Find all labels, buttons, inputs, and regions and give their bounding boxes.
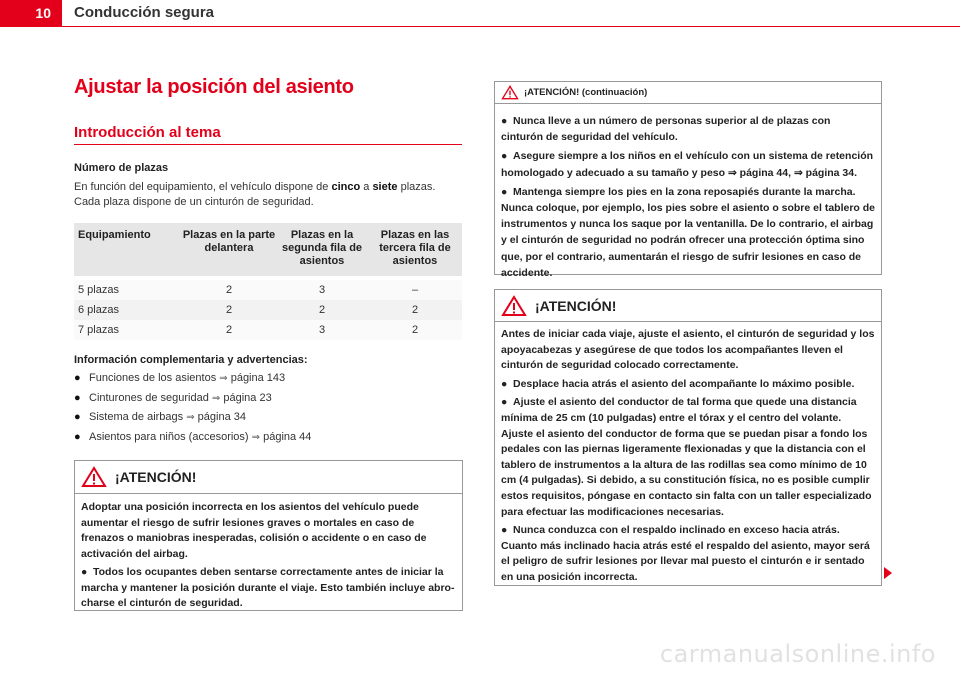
warning-header xyxy=(75,461,462,494)
list-item[interactable] xyxy=(74,411,464,431)
list-item[interactable] xyxy=(74,372,464,392)
bullet-icon: ● xyxy=(501,396,508,409)
bullet-icon: ● xyxy=(74,430,81,443)
warning-bullet xyxy=(501,148,875,180)
list-item[interactable] xyxy=(74,431,464,451)
arrow-right-icon: ⇒ xyxy=(211,392,221,404)
warning-title: ¡ATENCIÓN! xyxy=(535,297,617,314)
arrow-right-icon: ⇒ xyxy=(219,373,228,384)
bullet-icon: ● xyxy=(74,391,81,404)
bullet-icon: ● xyxy=(501,150,508,163)
warning-bullet xyxy=(501,377,875,393)
table-cell: 2 xyxy=(182,300,276,320)
page-ref-link[interactable]: página 34 xyxy=(197,411,246,423)
bullet-icon: ● xyxy=(501,115,508,127)
page-ref-link[interactable]: página 23 xyxy=(223,391,272,404)
warning-header xyxy=(495,82,881,104)
table-cell: 2 xyxy=(276,300,368,320)
table-cell: 2 xyxy=(368,320,462,340)
list-item-text: Cinturones de seguridad xyxy=(89,391,212,404)
bullet-icon: ● xyxy=(74,411,81,423)
table-row xyxy=(74,300,462,320)
seats-table xyxy=(74,223,462,340)
intro-text-part: a xyxy=(360,181,373,193)
warning-icon xyxy=(501,295,527,317)
intro-bold-max: siete xyxy=(372,181,398,193)
page-ref-link[interactable]: página 44 xyxy=(263,430,312,443)
header-divider xyxy=(62,26,960,27)
table-cell: 5 plazas xyxy=(74,280,182,300)
warning-bullet-text: Todos los ocupantes deben sentarse correctamente antes de iniciar la marcha y mantener la posición durante el viaje. Esto también incluye abro-charse el cinturón de seguridad. xyxy=(81,566,455,609)
warning-icon xyxy=(501,85,519,100)
warning-bullet xyxy=(501,184,875,281)
warning-paragraph: Antes de iniciar cada viaje, ajuste el asiento, el cinturón de seguridad y los apoyacabezas y asegúrese de que todos los acompañantes lleven el cinturón de seguridad colocado correctamente. xyxy=(501,328,875,372)
warning-bullet xyxy=(81,565,456,612)
table-row xyxy=(74,320,462,340)
intro-bold-min: cinco xyxy=(331,181,361,193)
list-item-text: Funciones de los asientos xyxy=(89,372,220,384)
table-cell: 3 xyxy=(276,280,368,300)
warning-bullet-text: Desplace hacia atrás el asiento del acompañante lo máximo posible. xyxy=(513,377,855,390)
warning-box xyxy=(494,289,882,586)
arrow-right-icon: ⇒ xyxy=(186,412,195,423)
seats-label: Número de plazas xyxy=(74,162,169,174)
page-ref-link[interactable]: página 143 xyxy=(230,372,286,384)
page-number: 10 xyxy=(0,0,62,27)
warning-title: ¡ATENCIÓN! xyxy=(115,469,197,485)
warning-body xyxy=(75,494,462,612)
warning-continuation-box xyxy=(494,81,882,279)
table-header-row xyxy=(74,223,462,276)
warning-bullet xyxy=(501,113,875,145)
warning-bullet xyxy=(501,523,875,585)
info-label: Información complementaria y advertencias: xyxy=(74,354,308,366)
warning-bullet-text: Ajuste el asiento del conductor de tal forma que quede una distancia mínima de 25 cm (10 pulgadas) entre el tórax y el centro del volante. Ajuste el asiento del conductor de forma que se puedan pisar a fondo los pedales con las piernas ligeramente flexionadas y que la distancia con el tablero de instrumentos a la altura de las rodillas sea como mínimo de 10 cm (4 pulgadas). Si debido, a su constitución física, no es posible cumplir estos requisitos, póngase en contacto sin falta con un taller especializado para efectuar las modificaciones necesarias. xyxy=(501,396,872,518)
warning-bullet-text: Asegure siempre a los niños en el vehículo con un sistema de retención homologado y adecuado a su tamaño y peso ⇒ página 44, ⇒ página 34. xyxy=(501,150,874,179)
table-header-cell: Plazas en la segunda fila de asientos xyxy=(276,223,368,276)
warning-box xyxy=(74,460,463,611)
table-cell: 2 xyxy=(368,300,462,320)
intro-line2: Cada plaza dispone de un cinturón de seguridad. xyxy=(74,196,314,208)
table-cell: 6 plazas xyxy=(74,300,182,320)
list-item-text: Asientos para niños (accesorios) xyxy=(89,430,252,443)
arrow-right-icon: ⇒ xyxy=(251,431,261,443)
warning-bullet-text: Nunca lleve a un número de personas superior al de plazas con cinturón de seguridad del vehículo. xyxy=(501,115,831,144)
table-header-cell: Plazas en las tercera fila de asientos xyxy=(368,223,462,276)
bullet-icon: ● xyxy=(501,185,508,198)
warning-body xyxy=(495,322,881,586)
subsection-divider xyxy=(74,144,462,145)
warning-paragraph: Adoptar una posición incorrecta en los asientos del vehículo puede aumentar el riesgo de sufrir lesiones graves o mortales en caso de frenazos o maniobras inesperadas, colisión o accidente o en caso de activación del airbag. xyxy=(81,501,427,560)
bullet-icon: ● xyxy=(81,566,88,578)
continue-arrow-icon[interactable] xyxy=(884,567,892,579)
warning-icon xyxy=(81,466,107,488)
chapter-title: Conducción segura xyxy=(74,4,215,21)
watermark: carmanualsonline.info xyxy=(659,640,936,668)
table-header-cell: Equipamiento xyxy=(74,223,182,276)
warning-title: ¡ATENCIÓN! (continuación) xyxy=(524,87,648,98)
warning-bullet xyxy=(501,395,875,520)
table-cell: 3 xyxy=(276,320,368,340)
bullet-icon: ● xyxy=(501,377,508,390)
bullet-icon: ● xyxy=(501,524,508,537)
intro-text-part: plazas. xyxy=(397,181,436,193)
warning-bullet-text: Nunca conduzca con el respaldo inclinado en exceso hacia atrás. Cuanto más inclinado hacia atrás esté el respaldo del asiento, mayor será el peligro de sufrir lesiones por llevar mal puesto el cinturón e ir sentado en una posición incorrecta. xyxy=(501,524,870,583)
table-cell: – xyxy=(368,280,462,300)
warning-body xyxy=(495,104,881,281)
table-cell: 2 xyxy=(182,320,276,340)
intro-text-part: En función del equipamiento, el vehículo dispone de xyxy=(74,181,332,193)
info-list xyxy=(74,372,464,450)
warning-header xyxy=(495,290,881,322)
intro-text xyxy=(74,180,464,210)
list-item[interactable] xyxy=(74,392,464,412)
section-title: Ajustar la posición del asiento xyxy=(74,76,354,98)
table-header-cell: Plazas en la parte delantera xyxy=(182,223,276,276)
list-item-text: Sistema de airbags xyxy=(89,411,187,423)
table-cell: 2 xyxy=(182,280,276,300)
bullet-icon: ● xyxy=(74,372,81,384)
table-row xyxy=(74,280,462,300)
warning-bullet-text: Mantenga siempre los pies en la zona reposapiés durante la marcha. Nunca coloque, por ejemplo, los pies sobre el asiento o sobre el tablero de instrumentos y nunca los saque por la ventanilla. De lo contrario, el airbag y el cinturón de seguridad no podrán ofrecer una protección óptima sino que, por el contrario, aumentarán el riesgo de sufrir lesiones en caso de accidente. xyxy=(501,185,876,279)
subsection-title: Introducción al tema xyxy=(74,124,221,141)
table-cell: 7 plazas xyxy=(74,320,182,340)
